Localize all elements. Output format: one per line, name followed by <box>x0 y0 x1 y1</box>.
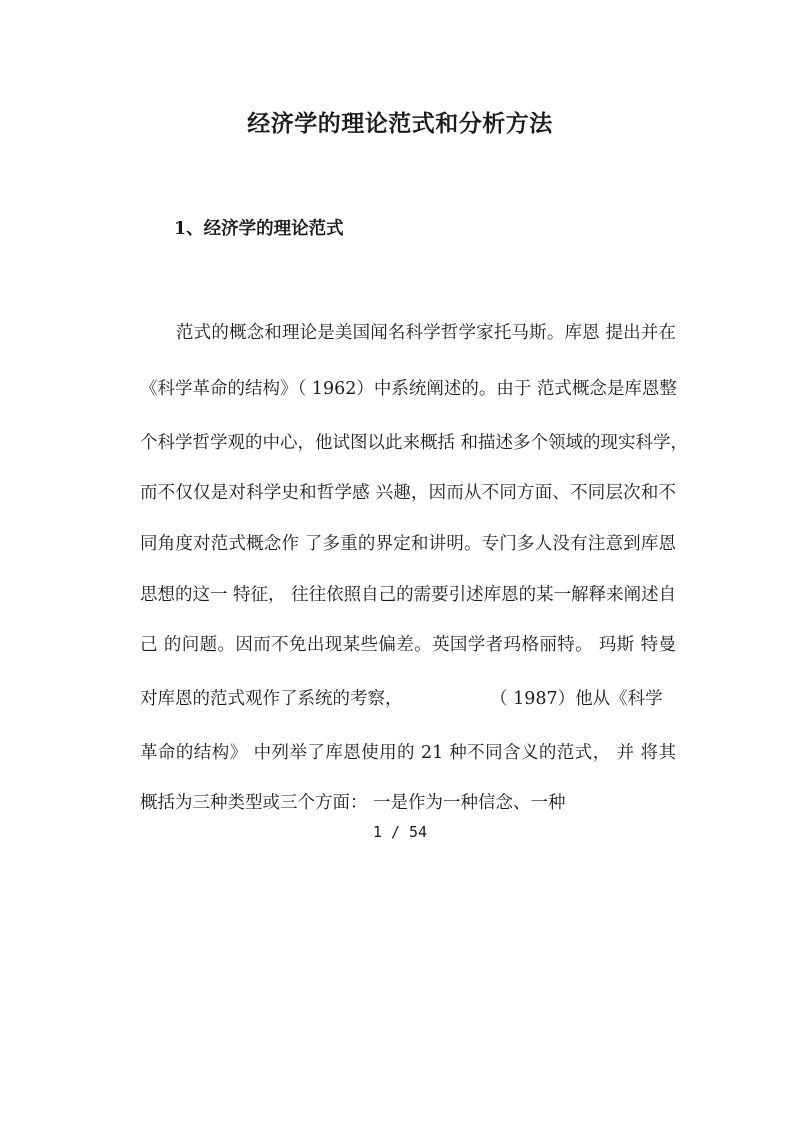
paragraph-line-1: 范式的概念和理论是美国闻名科学哲学家托马斯。库恩 提出并在 <box>176 323 676 343</box>
paragraph-line-10: 概括为三种类型或三个方面： 一是作为一种信念、一种 <box>140 793 566 813</box>
paragraph-line-8: 对库恩的范式观作了系统的考察， <box>140 689 403 709</box>
paragraph-line-9: 革命的结构》 中列举了库恩使用的 21 种不同含义的范式， 并 将其 <box>140 743 676 763</box>
paragraph-line-8-tail: （ 1987）他从《科学 <box>490 689 663 709</box>
paragraph-line-2: 《科学革命的结构》（ 1962）中系统阐述的。由于 范式概念是库恩整 <box>140 379 677 399</box>
paragraph-line-4: 而不仅仅是对科学史和哲学感 兴趣，因而从不同方面、不同层次和不 <box>140 483 676 503</box>
paragraph-line-3: 个科学哲学观的中心，他试图以此来概括 和描述多个领域的现实科学， <box>140 433 689 453</box>
page-title: 经济学的理论范式和分析方法 <box>247 110 553 137</box>
page-number: 1 / 54 <box>372 823 428 841</box>
section-heading: 1、经济学的理论范式 <box>174 219 344 239</box>
paragraph-line-7: 己 的问题。因而不免出现某些偏差。英国学者玛格丽特。 玛斯 特曼 <box>140 635 676 655</box>
paragraph-line-5: 同角度对范式概念作 了多重的界定和讲明。专门多人没有注意到库恩 <box>140 534 676 554</box>
paragraph-line-6: 思想的这一 特征， 往往依照自己的需要引述库恩的某一解释来阐述自 <box>140 585 677 605</box>
